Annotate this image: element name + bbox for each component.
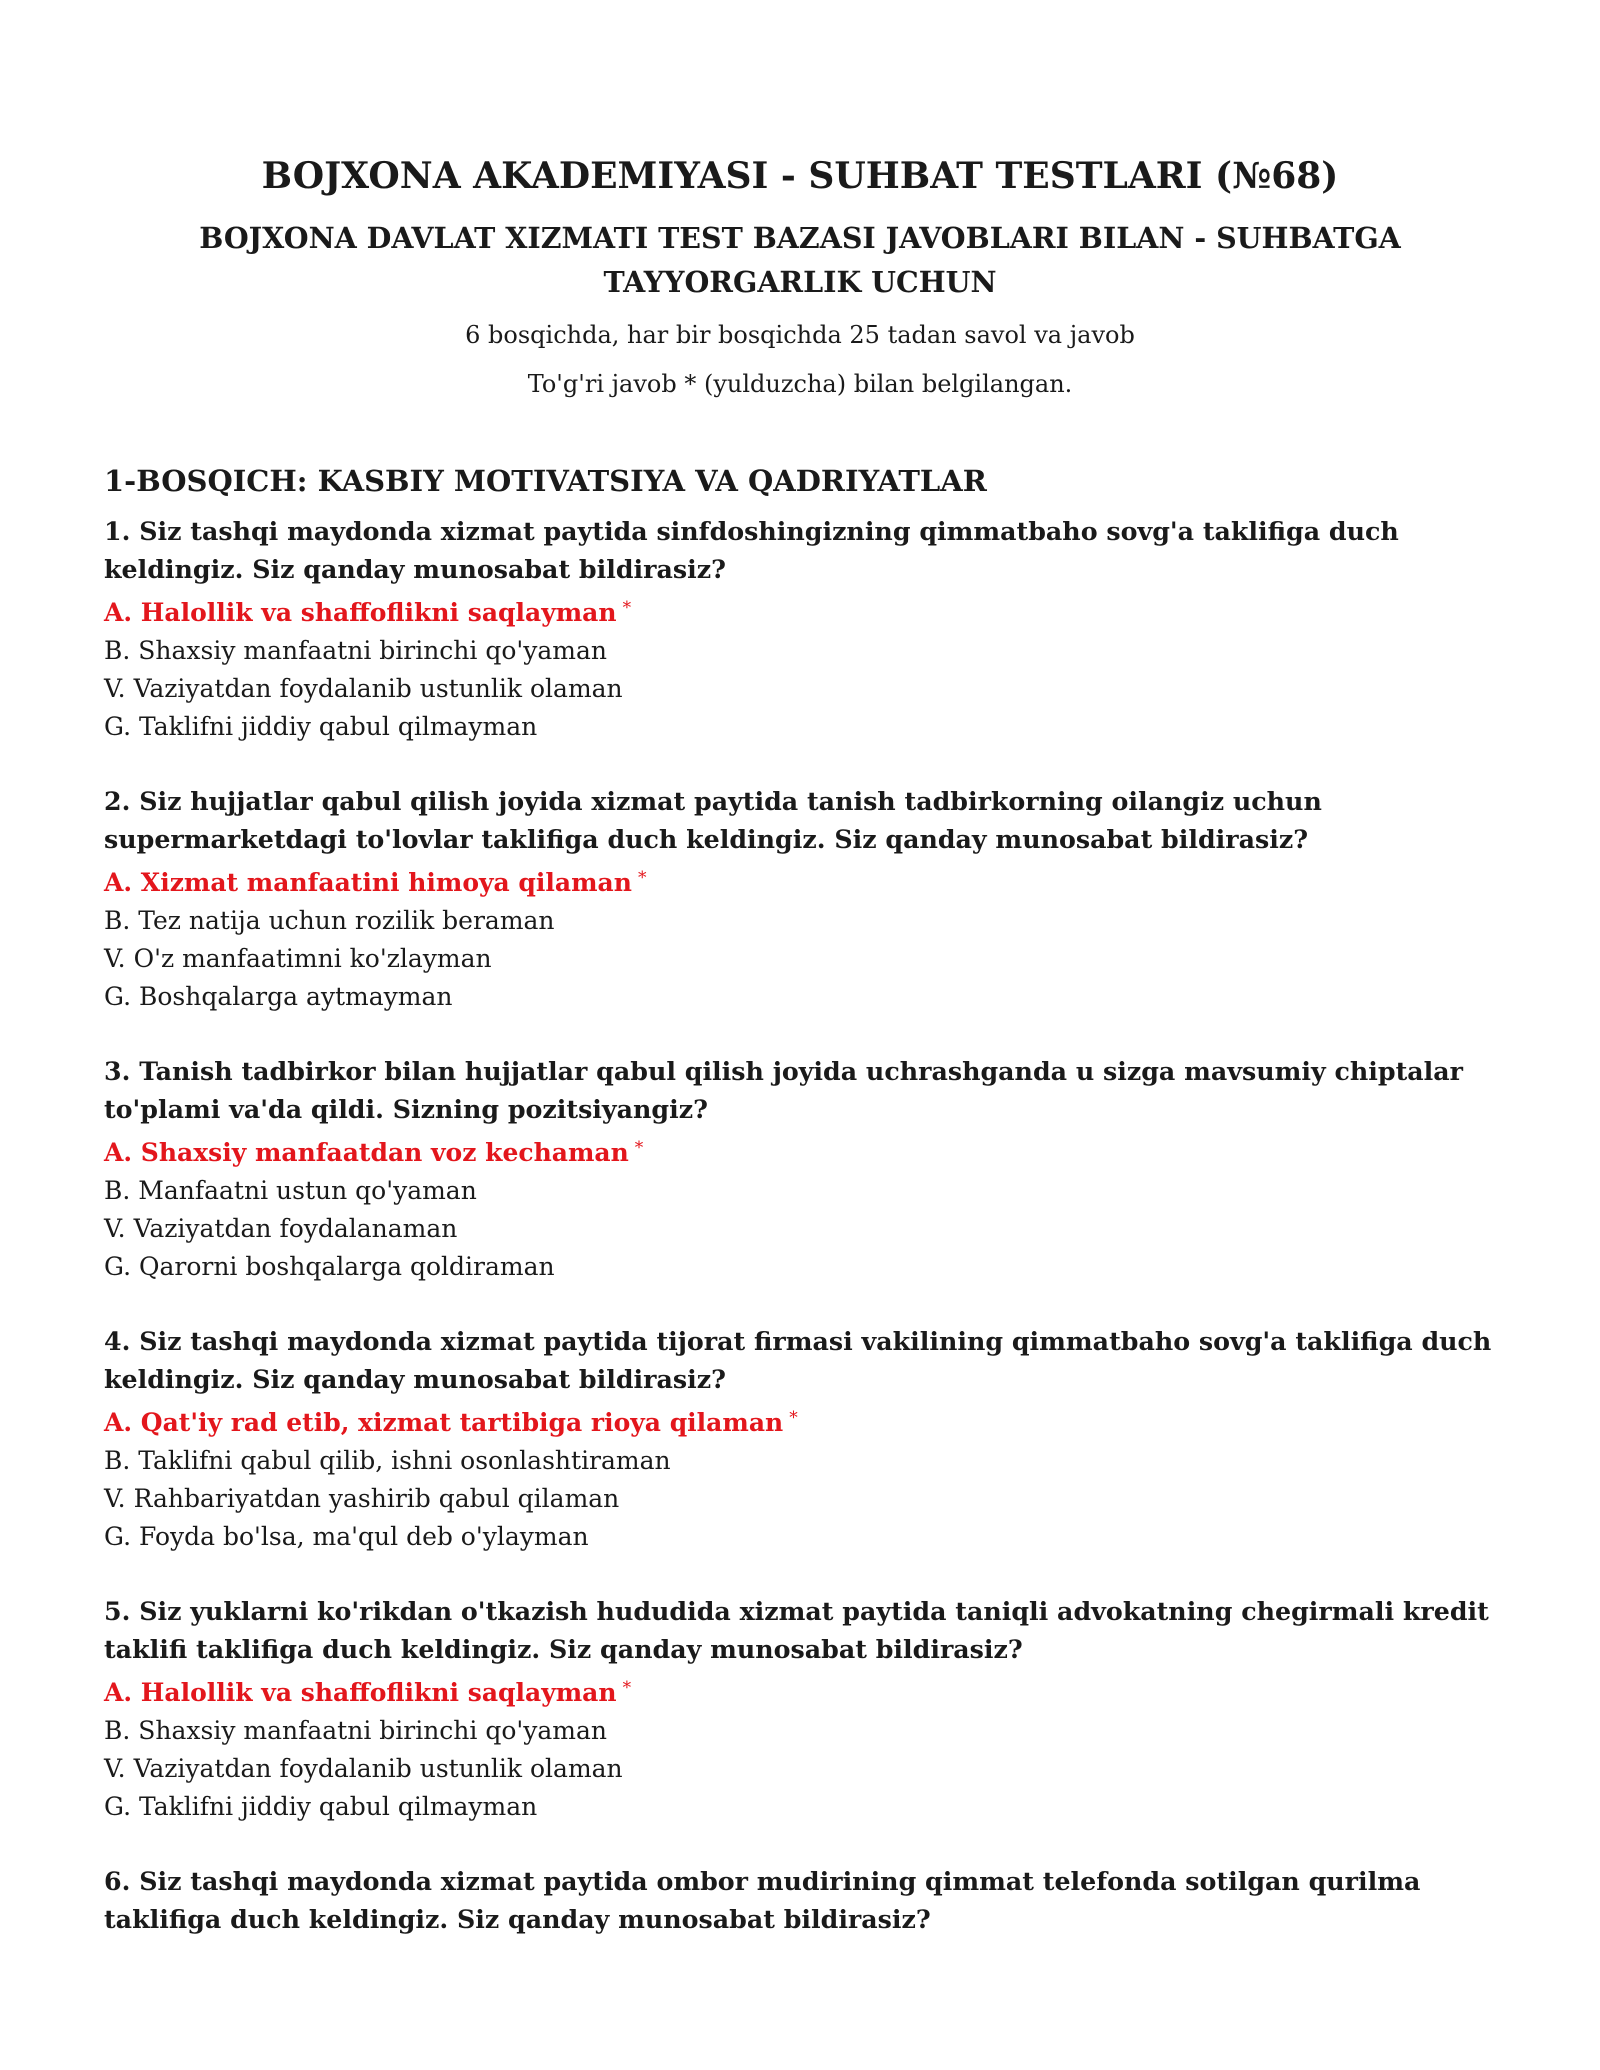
section-heading: 1-BOSQICH: KASBIY MOTIVATSIYA VA QADRIYATLAR <box>104 464 987 498</box>
question-text: 5. Siz yuklarni ko'rikdan o'tkazish hududida xizmat paytida taniqli advokatning chegirmali kredit taklifi taklifiga duch keldingiz. Siz qanday munosabat bildirasiz? <box>104 1596 1489 1664</box>
option: B. Tez natija uchun rozilik beraman <box>104 906 555 935</box>
correct-star-marker: * <box>789 1408 798 1428</box>
option: B. Shaxsiy manfaatni birinchi qo'yaman <box>104 636 608 665</box>
question-text: 3. Tanish tadbirkor bilan hujjatlar qabul qilish joyida uchrashganda u sizga mavsumiy chiptalar to'plami va'da qildi. Sizning pozitsiyangiz? <box>104 1056 1464 1124</box>
question-block-3 <box>104 1052 1504 1286</box>
option: G. Qarorni boshqalarga qoldiraman <box>104 1252 555 1281</box>
question-text: 1. Siz tashqi maydonda xizmat paytida sinfdoshingizning qimmatbaho sovg'a taklifiga duch keldingiz. Siz qanday munosabat bildirasiz? <box>104 516 1399 584</box>
question-block-4 <box>104 1322 1504 1556</box>
correct-star-marker: * <box>622 598 632 618</box>
question-text: 2. Siz hujjatlar qabul qilish joyida xizmat paytida tanish tadbirkorning oilangiz uchun supermarketdagi to'lovlar taklifiga duch keldingiz. Siz qanday munosabat bildirasiz? <box>104 786 1322 854</box>
question-block-1 <box>104 512 1504 746</box>
option: V. O'z manfaatimni ko'zlayman <box>104 944 492 973</box>
correct-option <box>104 1129 1504 1172</box>
option: G. Boshqalarga aytmayman <box>104 982 453 1011</box>
option: G. Taklifni jiddiy qabul qilmayman <box>104 1792 538 1821</box>
option: V. Vaziyatdan foydalanaman <box>104 1214 458 1243</box>
info-line-answer-marker: To'g'ri javob * (yulduzcha) bilan belgilangan. <box>527 370 1073 398</box>
correct-option <box>104 1399 1504 1442</box>
option-label: A. Qat'iy rad etib, xizmat tartibiga rioya qilaman <box>104 1408 784 1437</box>
correct-option <box>104 1669 1504 1712</box>
option-label: A. Halollik va shaffoflikni saqlayman <box>104 598 617 627</box>
question-block-5 <box>104 1592 1504 1826</box>
document-title: BOJXONA AKADEMIYASI - SUHBAT TESTLARI (№68) <box>261 155 1339 197</box>
question-text: 6. Siz tashqi maydonda xizmat paytida ombor mudirining qimmat telefonda sotilgan qurilma taklifiga duch keldingiz. Siz qanday munosabat bildirasiz? <box>104 1866 1421 1934</box>
option-label: A. Xizmat manfaatini himoya qilaman <box>104 868 632 897</box>
question-block-6 <box>104 1862 1504 1939</box>
option: B. Taklifni qabul qilib, ishni osonlashtiraman <box>104 1446 671 1475</box>
question-text: 4. Siz tashqi maydonda xizmat paytida tijorat firmasi vakilining qimmatbaho sovg'a taklifiga duch keldingiz. Siz qanday munosabat bildirasiz? <box>104 1326 1492 1394</box>
document-subtitle: BOJXONA DAVLAT XIZMATI TEST BAZASI JAVOBLARI BILAN - SUHBATGA TAYYORGARLIK UCHUN <box>199 221 1401 299</box>
option: V. Rahbariyatdan yashirib qabul qilaman <box>104 1484 620 1513</box>
option: V. Vaziyatdan foydalanib ustunlik olaman <box>104 1754 623 1783</box>
option: G. Taklifni jiddiy qabul qilmayman <box>104 712 538 741</box>
option: B. Shaxsiy manfaatni birinchi qo'yaman <box>104 1716 608 1745</box>
option: V. Vaziyatdan foydalanib ustunlik olaman <box>104 674 623 703</box>
option: B. Manfaatni ustun qo'yaman <box>104 1176 477 1205</box>
correct-star-marker: * <box>622 1678 632 1698</box>
option: G. Foyda bo'lsa, ma'qul deb o'ylayman <box>104 1522 589 1551</box>
correct-option <box>104 589 1504 632</box>
question-block-2 <box>104 782 1504 1016</box>
option-label: A. Shaxsiy manfaatdan voz kechaman <box>104 1138 629 1167</box>
info-line-questions-count: 6 bosqichda, har bir bosqichda 25 tadan savol va javob <box>465 321 1135 349</box>
correct-star-marker: * <box>637 868 647 888</box>
option-label: A. Halollik va shaffoflikni saqlayman <box>104 1678 617 1707</box>
correct-option <box>104 859 1504 902</box>
correct-star-marker: * <box>634 1138 644 1158</box>
